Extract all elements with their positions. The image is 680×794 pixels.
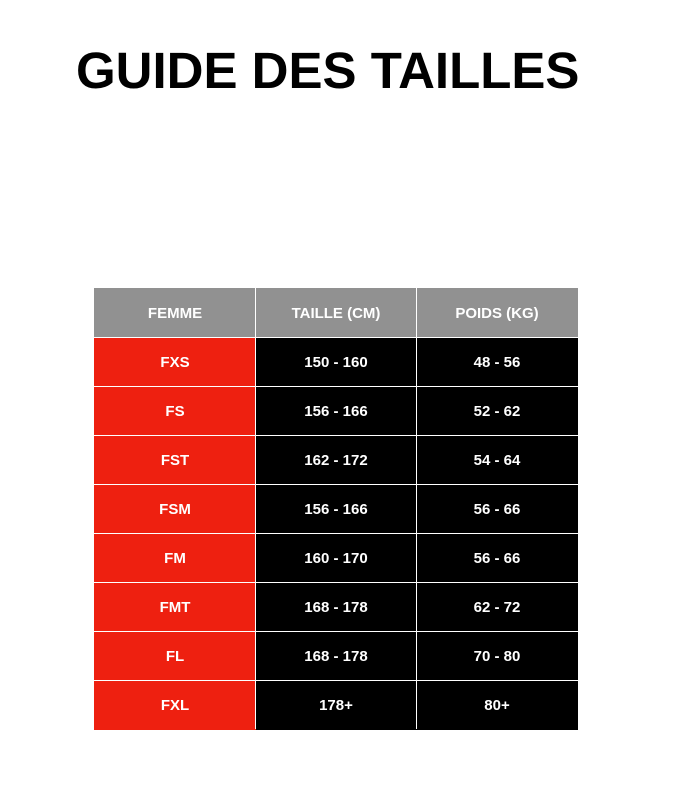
size-cell: FXS (95, 338, 256, 387)
weight-cell: 70 - 80 (417, 632, 578, 681)
size-cell: FS (95, 387, 256, 436)
weight-cell: 56 - 66 (417, 485, 578, 534)
table-row (95, 681, 578, 730)
height-cell: 156 - 166 (256, 485, 417, 534)
weight-cell: 62 - 72 (417, 583, 578, 632)
height-cell: 178+ (256, 681, 417, 730)
table-row (95, 534, 578, 583)
table-row (95, 485, 578, 534)
size-cell: FXL (95, 681, 256, 730)
header-femme: FEMME (95, 289, 256, 338)
weight-cell: 48 - 56 (417, 338, 578, 387)
height-cell: 156 - 166 (256, 387, 417, 436)
table-row (95, 387, 578, 436)
height-cell: 150 - 160 (256, 338, 417, 387)
weight-cell: 54 - 64 (417, 436, 578, 485)
size-chart-table (94, 288, 578, 730)
page-title: GUIDE DES TAILLES (76, 42, 580, 99)
weight-cell: 56 - 66 (417, 534, 578, 583)
table-row (95, 632, 578, 681)
height-cell: 160 - 170 (256, 534, 417, 583)
header-poids: POIDS (KG) (417, 289, 578, 338)
size-chart-header (95, 289, 578, 338)
header-row (95, 289, 578, 338)
size-cell: FSM (95, 485, 256, 534)
table-row (95, 436, 578, 485)
height-cell: 162 - 172 (256, 436, 417, 485)
table-row (95, 338, 578, 387)
size-cell: FST (95, 436, 256, 485)
weight-cell: 52 - 62 (417, 387, 578, 436)
size-cell: FM (95, 534, 256, 583)
size-chart-body (95, 338, 578, 730)
size-cell: FMT (95, 583, 256, 632)
size-cell: FL (95, 632, 256, 681)
table-row (95, 583, 578, 632)
weight-cell: 80+ (417, 681, 578, 730)
header-taille: TAILLE (CM) (256, 289, 417, 338)
height-cell: 168 - 178 (256, 583, 417, 632)
height-cell: 168 - 178 (256, 632, 417, 681)
